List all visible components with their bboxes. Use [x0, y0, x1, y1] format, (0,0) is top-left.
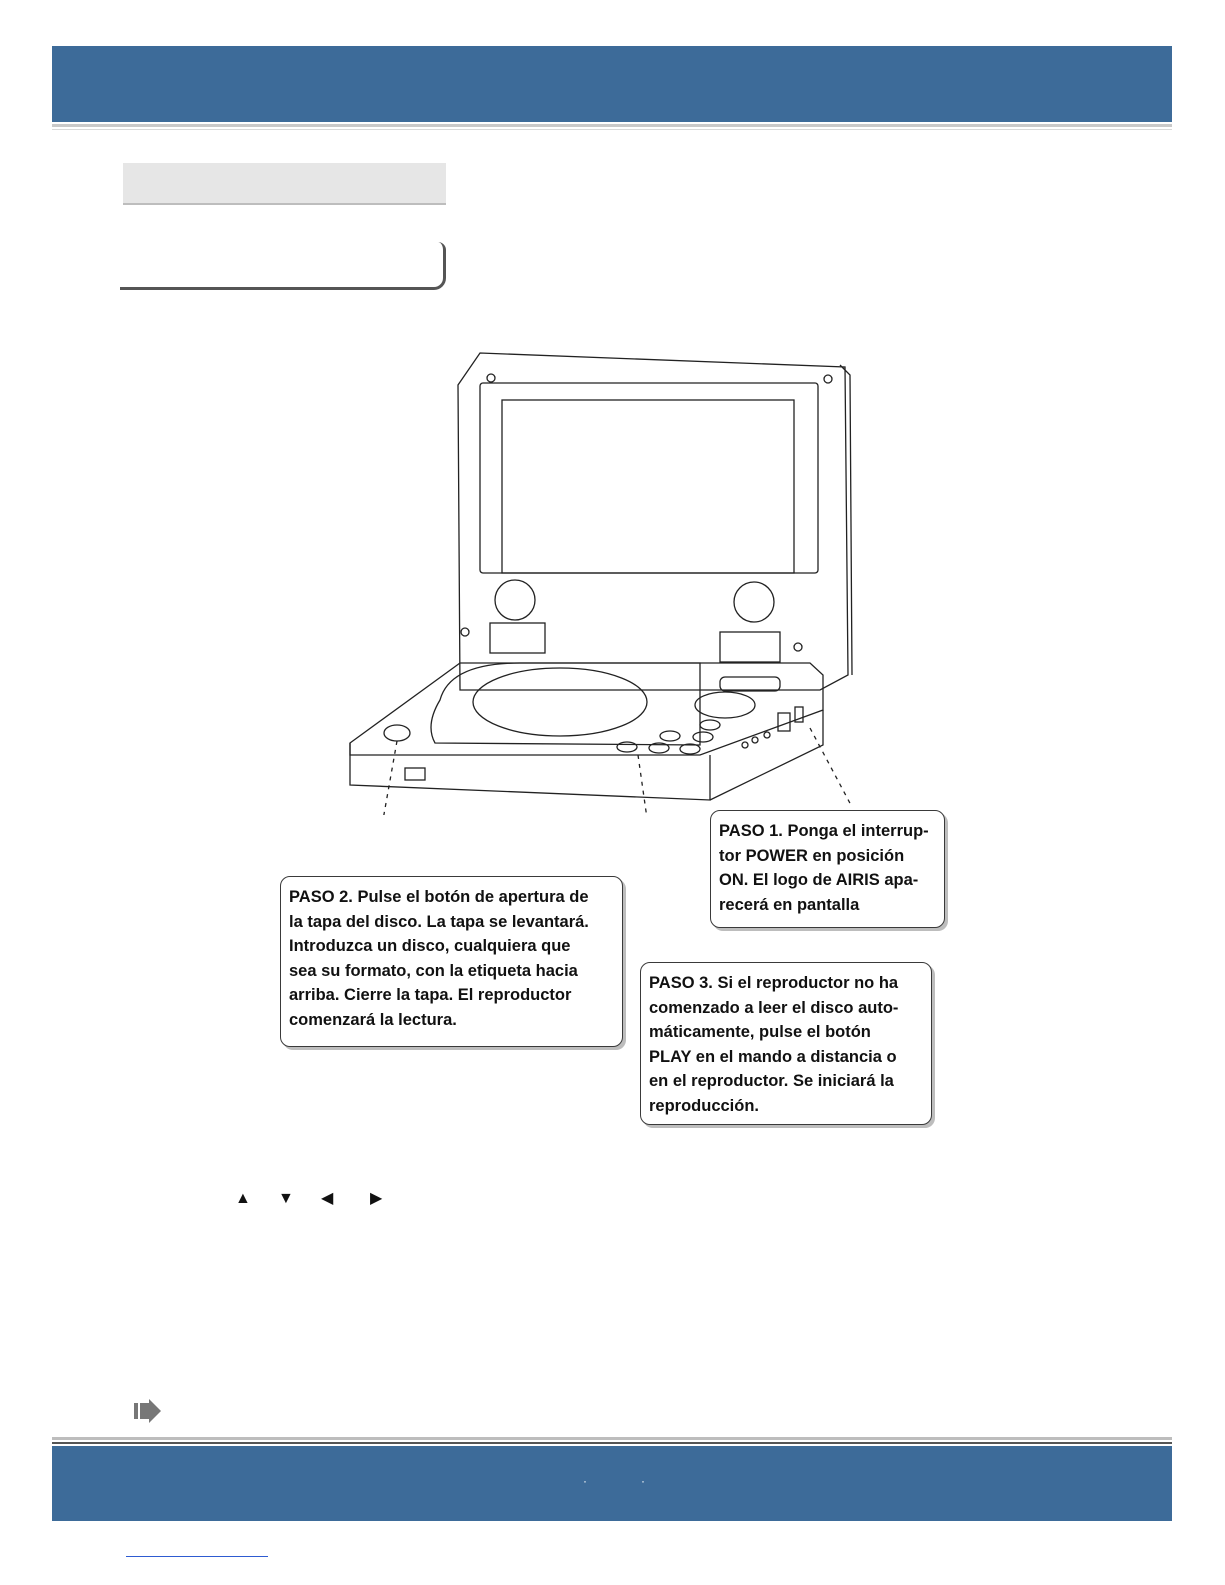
footer-rule [52, 1437, 1172, 1440]
screen-bezel [480, 383, 818, 573]
bottom-link-underline[interactable] [126, 1556, 268, 1557]
step-1-text: PASO 1. Ponga el interrup- tor POWER en posición ON. El logo de AIRIS apa- recerá en pantalla [719, 822, 929, 914]
arrow-down-icon: ▼ [278, 1190, 294, 1207]
footer-dots [580, 1474, 660, 1488]
disc-tray [431, 663, 700, 745]
lid-outline [458, 353, 848, 690]
footer-rule-dark [52, 1442, 1172, 1444]
portable-dvd-player-illustration [340, 345, 860, 815]
disc-window [473, 668, 647, 736]
direction-arrows [233, 1188, 393, 1210]
callout-step-2 [280, 876, 623, 1047]
footer-dot-1: · [583, 1474, 587, 1488]
screen [502, 400, 794, 573]
open-button [384, 725, 410, 741]
arrow-up-icon: ▲ [235, 1190, 251, 1207]
arrow-right-icon: ▶ [370, 1190, 383, 1207]
play-button [617, 742, 637, 752]
header-rule [52, 124, 1172, 127]
section-title-tab [123, 163, 446, 205]
note-arrow-icon [133, 1398, 163, 1424]
callout-step-1 [710, 810, 945, 928]
speaker-right [734, 582, 774, 622]
header-rule-thin [52, 129, 1172, 130]
header-band [52, 46, 1172, 122]
subsection-title-box [120, 242, 446, 290]
footer-dot-2: · [641, 1474, 645, 1488]
callout-step-3 [640, 962, 932, 1125]
speaker-left [495, 580, 535, 620]
step-3-text: PASO 3. Si el reproductor no ha comenzado a leer el disco auto- máticamente, pulse el botón PLAY en el mando a distancia o en el reproductor. Se iniciará la reproducción. [649, 974, 899, 1115]
step-2-text: PASO 2. Pulse el botón de apertura de la tapa del disco. La tapa se levantará. Introduzca un disco, cualquiera que sea su formato, con la etiqueta hacia arriba. Cierre la tapa. El reproductor comenzará la lectura. [289, 888, 589, 1029]
arrow-left-icon: ◀ [321, 1190, 334, 1207]
base-front [350, 743, 710, 800]
